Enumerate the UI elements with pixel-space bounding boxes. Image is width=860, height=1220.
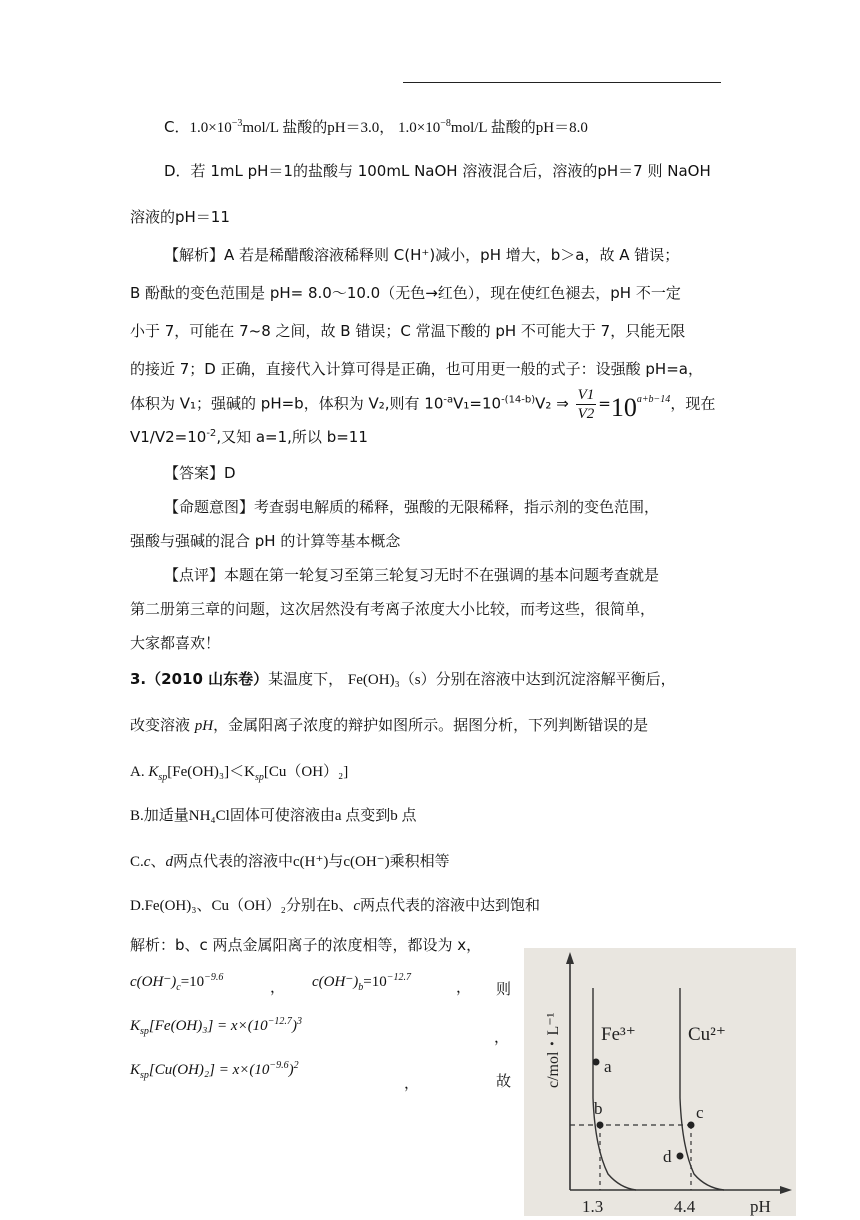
point-a-marker: [593, 1059, 600, 1066]
sol-oh-b: c(OH⁻): [312, 974, 359, 990]
sol-ksp-fe-sub: sp: [140, 1026, 149, 1037]
option-a-rest: [Fe(OH)₃]＜K: [167, 764, 255, 780]
analysis-line-4: 的接近 7；D 正确，直接代入计算可得是正确，也可用更一般的式子：设强酸 pH=a，: [130, 360, 703, 378]
review-line-3: 大家都喜欢！: [130, 634, 221, 652]
option-c-value-1: 1.0×10: [189, 120, 232, 136]
option-c-text-2: mol/L 盐酸的pH＝8.0: [450, 120, 588, 136]
analysis-line-6: [130, 426, 368, 447]
cu-ion-label: Cu²⁺: [688, 1024, 726, 1045]
sol-therefore: 故: [496, 1072, 512, 1090]
question-3-text-3: 改变溶液: [130, 716, 191, 734]
review-line-1: 【点评】本题在第一轮复习至第三轮复习无时不在强调的基本问题考查就是: [164, 566, 660, 584]
tick-4-4: 4.4: [674, 1197, 696, 1216]
fraction-denominator: V2: [577, 405, 595, 422]
sol-ksp-fe-pow: 3: [296, 1016, 302, 1027]
sol-ksp-fe: K: [130, 1018, 141, 1034]
sol-oh-c-exp: −9.6: [204, 972, 224, 983]
analysis-5d: -(14-b): [501, 394, 536, 406]
x-axis-label: pH: [750, 1197, 771, 1216]
option-c-text-1: mol/L 盐酸的pH＝3.0，: [242, 120, 395, 136]
analysis-5b: -a: [443, 394, 454, 406]
analysis-5f: =: [598, 394, 611, 413]
option-d-line-1: D．若 1mL pH＝1的盐酸与 100mL NaOH 溶液混合后，溶液的pH＝7 则 NaOH: [164, 162, 711, 180]
analysis-line-3: 小于 7，可能在 7~8 之间，故 B 错误；C 常温下酸的 pH 不可能大于 7，只能无限: [130, 322, 686, 340]
sol-oh-c: c(OH⁻): [130, 974, 177, 990]
option-a-sub: sp: [158, 772, 168, 783]
point-b-label: b: [594, 1099, 603, 1118]
option-a-sub-2: sp: [254, 772, 264, 783]
analysis-line-2: B 酚酞的变色范围是 pH= 8.0～10.0（无色→红色），现在使红色褪去，pH 不一定: [130, 284, 681, 302]
sol-ksp-cu: K: [130, 1062, 141, 1078]
sol-oh-b-sub: b: [358, 982, 364, 993]
analysis-6a: V1/V2=10: [130, 428, 207, 446]
power-exponent: a+b−14: [636, 394, 671, 405]
solution-line-1: 解析：b、c 两点金属阳离子的浓度相等，都设为 x，: [130, 936, 482, 954]
option-d-line-2: 溶液的pH＝11: [130, 208, 230, 226]
review-line-2: 第二册第三章的问题，这次居然没有考离子浓度大小比较，而考这些，很简单，: [130, 600, 656, 618]
question-3-line-1: [130, 668, 676, 689]
option-c-q3-text: 两点代表的溶液中c(H⁺)与c(OH⁻)乘积相等: [172, 854, 450, 870]
analysis-line-1: 【解析】A 若是稀醋酸溶液稀释则 C(H⁺)减小，pH 增大，b＞a，故 A 错误；: [164, 246, 680, 264]
analysis-line-5: [130, 380, 715, 420]
solution-line-3: [130, 1016, 302, 1037]
fe-ion-label: Fe³⁺: [601, 1024, 636, 1045]
sol-ksp-cu-exp: −9.6: [269, 1060, 289, 1071]
sol-ksp-cu-pow: 2: [293, 1060, 299, 1071]
sol-ksp-fe-expr: [Fe(OH)₃] = x×(10: [148, 1018, 268, 1034]
question-3-text-1: 某温度下，: [268, 670, 344, 688]
power-base: 10: [610, 393, 637, 422]
solubility-diagram: [524, 948, 796, 1216]
sol-ksp-fe-close: ): [291, 1018, 297, 1034]
sol-ksp-cu-expr: [Cu(OH)₂] = x×(10: [148, 1062, 270, 1078]
option-c-q3-sep: 、: [150, 854, 166, 870]
option-a-rest-2: [Cu（OH）₂]: [263, 764, 349, 780]
analysis-5i: ，现在: [670, 394, 716, 413]
sol-comma-1: ，: [270, 978, 286, 996]
solution-line-2: [130, 972, 223, 993]
point-c-marker: [688, 1122, 695, 1129]
sol-oh-b-group: [312, 972, 411, 993]
solubility-figure: [524, 948, 796, 1216]
sol-ksp-fe-exp: −12.7: [267, 1016, 292, 1027]
tick-1-3: 1.3: [582, 1197, 604, 1216]
volume-ratio-fraction: [576, 386, 597, 423]
sol-oh-c-sub: c: [176, 982, 181, 993]
y-axis-label: c/mol・L⁻¹: [545, 1012, 562, 1088]
point-d-label: d: [663, 1147, 672, 1166]
question-3-text-2: Fe(OH)₃（s）分别在溶液中达到沉淀溶解平衡后，: [347, 672, 676, 688]
option-c-q3-label: C.: [130, 854, 144, 870]
sol-comma-3: ，: [494, 1028, 510, 1046]
option-d-q3-text: D.Fe(OH)₃、Cu（OH）₂分别在b、: [130, 898, 354, 914]
analysis-5c: V₁=10: [453, 394, 502, 413]
option-c-q3: [130, 850, 450, 871]
option-a-k: K: [148, 764, 159, 780]
sol-oh-b-eq: =10: [363, 974, 387, 990]
option-d-q3-c: c: [353, 898, 361, 914]
point-c-label: c: [696, 1103, 704, 1122]
point-d-marker: [677, 1153, 684, 1160]
option-c-label: C．: [164, 118, 190, 136]
option-c-value-2: 1.0×10: [398, 120, 441, 136]
question-3-ph: pH: [194, 718, 214, 734]
sol-comma-4: ，: [404, 1074, 420, 1092]
analysis-6c: ,又知 a=1,所以 b=11: [216, 428, 368, 446]
fraction-numerator: V1: [577, 386, 595, 403]
option-c-q3-c: c: [143, 854, 151, 870]
analysis-6b: -2: [206, 428, 217, 439]
question-3-line-2: [130, 714, 648, 735]
option-a-label: A.: [130, 764, 145, 780]
option-b: B.加适量NH₄Cl固体可使溶液由a 点变到b 点: [130, 808, 417, 824]
option-d-q3-text-2: 两点代表的溶液中达到饱和: [360, 898, 541, 914]
option-c-q3-d: d: [165, 854, 173, 870]
sol-ksp-cu-sub: sp: [140, 1070, 149, 1081]
sol-comma-2: ，: [456, 978, 472, 996]
sol-ksp-cu-close: ): [288, 1062, 294, 1078]
answer-line: 【答案】D: [164, 464, 236, 482]
sol-then: 则: [496, 980, 512, 998]
figure-background: [524, 948, 796, 1216]
sol-oh-c-eq: =10: [180, 974, 205, 990]
point-a-label: a: [604, 1057, 612, 1076]
analysis-5a: 体积为 V₁；强碱的 pH=b，体积为 V₂,则有 10: [130, 394, 444, 413]
option-c-exp-1: −3: [231, 118, 243, 129]
option-c: [164, 116, 588, 137]
header-rule: [403, 82, 721, 83]
option-c-exp-2: −8: [440, 118, 451, 129]
question-3-text-4: ，金属阳离子浓度的辩护如图所示。据图分析，下列判断错误的是: [213, 716, 649, 734]
solution-line-4: [130, 1060, 299, 1081]
intent-line-1: 【命题意图】考查弱电解质的稀释，强酸的无限稀释，指示剂的变色范围，: [164, 498, 660, 516]
option-a: [130, 760, 348, 783]
power-of-ten: [611, 393, 671, 422]
sol-oh-b-exp: −12.7: [386, 972, 411, 983]
point-b-marker: [597, 1122, 604, 1129]
analysis-5e: V₂ ⇒: [535, 394, 569, 413]
option-d-q3: [130, 894, 540, 915]
intent-line-2: 强酸与强碱的混合 pH 的计算等基本概念: [130, 532, 401, 550]
question-3-source: 3.（2010 山东卷）: [130, 670, 269, 688]
